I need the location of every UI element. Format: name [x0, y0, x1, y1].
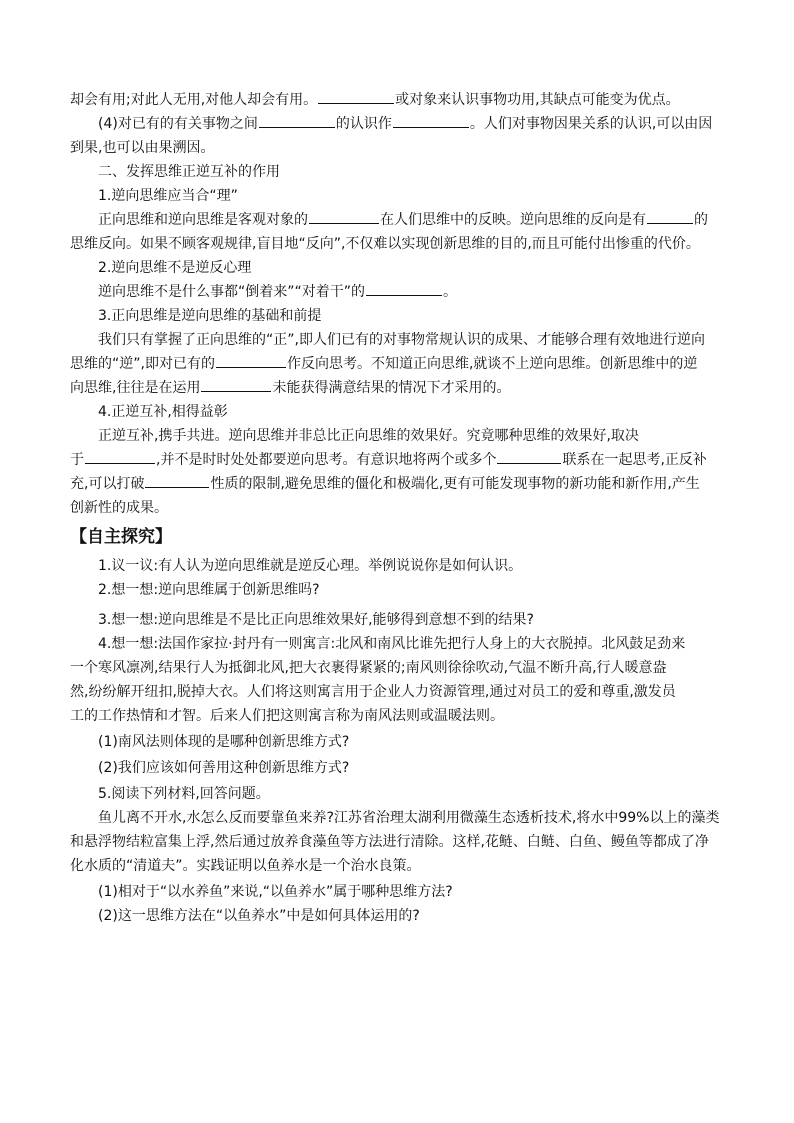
fill-in-blank[interactable]	[309, 208, 379, 224]
subsection-title-2	[70, 256, 724, 280]
fill-in-blank[interactable]	[393, 112, 469, 128]
fill-in-blank[interactable]	[216, 352, 286, 368]
text-line: 创新性的成果。	[70, 500, 168, 516]
document-page	[70, 88, 724, 928]
text-run: 作反向思考。不知道正向思维,就谈不上逆向思维。创新思维中的逆	[286, 356, 698, 372]
fill-in-blank[interactable]	[366, 280, 442, 296]
paragraph-complement	[70, 424, 724, 520]
text-run: 向思维,往往是在运用	[70, 380, 201, 396]
fill-in-blank[interactable]	[85, 448, 155, 464]
fill-in-blank[interactable]	[318, 88, 394, 104]
section-heading-self-inquiry: 【自主探究】	[70, 527, 172, 547]
text-run: 在人们思维中的反映。逆向思维的反向是有	[380, 212, 646, 228]
text-line	[70, 112, 724, 136]
text-line: 1.议一议:有人认为逆向思维就是逆反心理。举例说说你是如何认识。	[98, 558, 523, 574]
text-line: 1.逆向思维应当合“理”	[98, 188, 238, 204]
question-1	[70, 554, 724, 578]
text-line: 二、发挥思维正逆互补的作用	[98, 164, 280, 180]
text-line: 到果,也可以由果溯因。	[70, 140, 215, 156]
question-3	[70, 608, 724, 632]
text-run: 的认识作	[335, 116, 392, 132]
question-4	[70, 632, 724, 728]
text-line	[70, 208, 724, 232]
text-run: 性质的限制,避免思维的僵化和极端化,更有可能发现事物的新功能和新作用,产生	[210, 476, 700, 492]
subsection-title-3	[70, 304, 724, 328]
text-run: 或对象来认识事物功用,其缺点可能变为优点。	[395, 92, 680, 108]
text-run: 联系在一起思考,正反补	[562, 452, 707, 468]
text-run: 。人们对事物因果关系的认识,可以由因	[469, 116, 713, 132]
subsection-title-4	[70, 400, 724, 424]
paragraph-item-4	[70, 112, 724, 160]
text-line: 一个寒风凛冽,结果行人为抵御北风,把大衣裹得紧紧的;南风则徐徐吹动,气温不断升高,行人暖意盎	[70, 660, 667, 676]
text-line: 然,纷纷解开纽扣,脱掉大衣。人们将这则寓言用于企业人力资源管理,通过对员工的爱和尊重,激发员	[70, 684, 676, 700]
text-line: 3.想一想:逆向思维是不是比正向思维效果好,能够得到意想不到的结果?	[98, 612, 534, 628]
question-2	[70, 578, 724, 602]
paragraph-item-3-continued	[70, 88, 724, 112]
text-line: 正逆互补,携手共进。逆向思维并非总比正向思维的效果好。究竟哪种思维的效果好,取决	[98, 428, 639, 444]
paragraph-rational-reverse	[70, 208, 724, 256]
text-line: (1)南风法则体现的是哪种创新思维方式?	[98, 734, 350, 750]
text-line: (2)这一思维方法在“以鱼养水”中是如何具体运用的?	[98, 908, 420, 924]
text-line	[70, 88, 724, 112]
text-line: (1)相对于“以水养鱼”来说,“以鱼养水”属于哪种思维方法?	[98, 884, 453, 900]
fill-in-blank[interactable]	[145, 472, 209, 488]
text-line	[70, 280, 724, 304]
text-line	[70, 472, 724, 496]
fill-in-blank[interactable]	[647, 208, 693, 224]
question-5-sub-1	[70, 880, 724, 904]
section-title	[70, 160, 724, 184]
question-5-material	[70, 806, 724, 878]
paragraph-forward-basis	[70, 328, 724, 400]
text-run: 正向思维和逆向思维是客观对象的	[98, 212, 308, 228]
text-line	[70, 376, 724, 400]
text-line: 工的工作热情和才智。后来人们把这则寓言称为南风法则或温暖法则。	[70, 708, 504, 724]
text-line: 2.想一想:逆向思维属于创新思维吗?	[98, 582, 320, 598]
text-run: 充,可以打破	[70, 476, 145, 492]
text-line: (2)我们应该如何善用这种创新思维方式?	[98, 760, 350, 776]
text-line: 鱼儿离不开水,水怎么反而要靠鱼来养?江苏省治理太湖利用微藻生态透析技术,将水中99%以上的藻类	[98, 810, 720, 826]
question-4-sub-1	[70, 730, 724, 754]
text-line: 我们只有掌握了正向思维的“正”,即人们已有的对事物常规认识的成果、才能够合理有效地进行逆向	[98, 332, 705, 348]
fill-in-blank[interactable]	[201, 376, 271, 392]
question-5-sub-2	[70, 904, 724, 928]
text-line	[70, 352, 724, 376]
question-5	[70, 782, 724, 806]
text-run: 的	[694, 212, 708, 228]
text-run: 却会有用;对此人无用,对他人却会有用。	[70, 92, 318, 108]
text-run: 于	[70, 452, 84, 468]
text-run: 逆向思维不是什么事都“倒着来”“对着干”的	[98, 284, 366, 300]
text-line: 2.逆向思维不是逆反心理	[98, 260, 252, 276]
subsection-title-1	[70, 184, 724, 208]
text-run: (4)对已有的有关事物之间	[98, 116, 258, 132]
question-4-sub-2	[70, 756, 724, 780]
text-line: 4.正逆互补,相得益彰	[98, 404, 228, 420]
text-run: 。	[443, 284, 458, 300]
text-line: 4.想一想:法国作家拉·封丹有一则寓言:北风和南风比谁先把行人身上的大衣脱掉。北风鼓足劲来	[98, 636, 686, 652]
fill-in-blank[interactable]	[497, 448, 561, 464]
text-run: ,并不是时时处处都要逆向思考。有意识地将两个或多个	[156, 452, 497, 468]
text-line: 思维反向。如果不顾客观规律,盲目地“反向”,不仅难以实现创新思维的目的,而且可能付出惨重的代价。	[70, 236, 700, 252]
text-run: 未能获得满意结果的情况下才采用的。	[272, 380, 511, 396]
text-line	[70, 448, 724, 472]
text-line: 化水质的“清道夫”。实践证明以鱼养水是一个治水良策。	[70, 858, 421, 874]
paragraph-not-rebellion	[70, 280, 724, 304]
text-run: 思维的“逆”,即对已有的	[70, 356, 215, 372]
text-line: 3.正向思维是逆向思维的基础和前提	[98, 308, 322, 324]
text-line: 和悬浮物结粒富集上浮,然后通过放养食藻鱼等方法进行清除。这样,花鲢、白鲢、白鱼、鳗鱼等都成了净	[70, 834, 709, 850]
text-line: 5.阅读下列材料,回答问题。	[98, 786, 270, 802]
fill-in-blank[interactable]	[259, 112, 335, 128]
